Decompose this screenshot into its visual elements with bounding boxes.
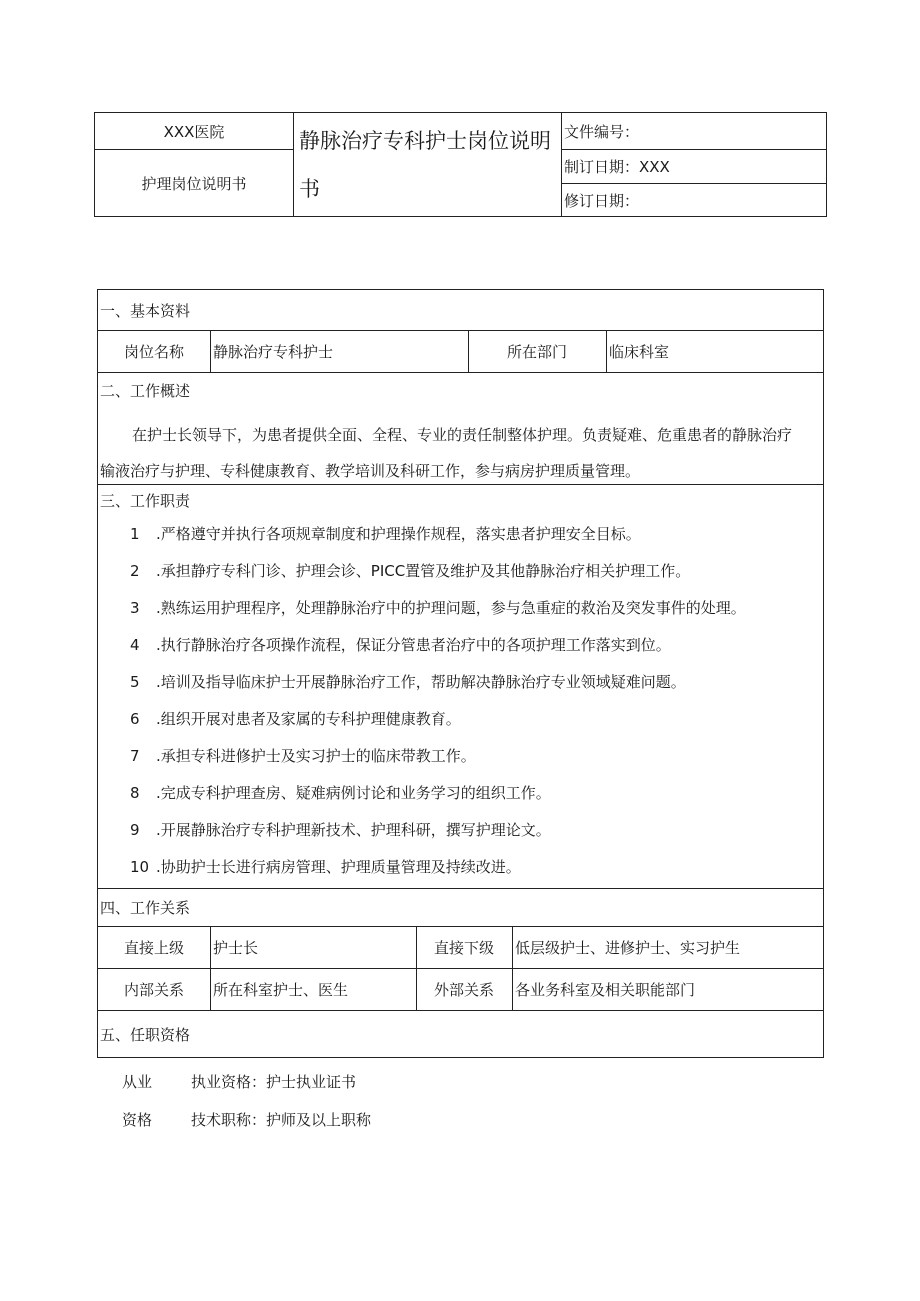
document-title: 静脉治疗专科护士岗位说明书 — [299, 129, 551, 201]
title-requirement: 技术职称：护师及以上职称 — [191, 1111, 372, 1129]
file-number-label: 文件编号： — [564, 122, 640, 141]
hospital-name: XXX医院 — [163, 122, 225, 141]
duty-item: 4 .执行静脉治疗各项操作流程，保证分管患者治疗中的各项护理工作落实到位。 — [130, 636, 671, 654]
external-relations-label: 外部关系 — [433, 980, 494, 999]
internal-relations-label: 内部关系 — [123, 980, 184, 999]
duty-item: 5 .培训及指导临床护士开展静脉治疗工作，帮助解决静脉治疗专业领域疑难问题。 — [130, 673, 686, 691]
revise-date-label: 修订日期： — [564, 191, 640, 210]
section-work-summary: 二、工作概述 — [100, 381, 191, 400]
summary-line-1: 在护士长领导下，为患者提供全面、全程、专业的责任制整体护理。负责疑难、危重患者的静脉治疗 — [132, 426, 793, 444]
job-description-table — [97, 289, 824, 1058]
qualification-left-label-2: 资格 — [122, 1111, 153, 1129]
duty-item: 7 .承担专科进修护士及实习护士的临床带教工作。 — [130, 747, 476, 765]
summary-line-2: 输液治疗与护理、专科健康教育、教学培训及科研工作，参与病房护理质量管理。 — [100, 462, 641, 480]
duty-item: 2 .承担静疗专科门诊、护理会诊、PICC置管及维护及其他静脉治疗相关护理工作。 — [130, 562, 691, 580]
duty-item: 1 .严格遵守并执行各项规章制度和护理操作规程，落实患者护理安全目标。 — [130, 525, 641, 543]
external-relations-value: 各业务科室及相关职能部门 — [515, 980, 696, 999]
direct-superior-label: 直接上级 — [123, 938, 184, 957]
license-requirement: 执业资格：护士执业证书 — [191, 1073, 357, 1091]
section-work-relations: 四、工作关系 — [100, 898, 191, 917]
duty-item: 6 .组织开展对患者及家属的专科护理健康教育。 — [130, 710, 461, 728]
post-name-label: 岗位名称 — [123, 342, 184, 361]
document-type: 护理岗位说明书 — [141, 174, 247, 193]
section-qualifications: 五、任职资格 — [100, 1025, 191, 1044]
section-basic-info: 一、基本资料 — [100, 301, 191, 320]
issue-date-label: 制订日期：XXX — [564, 157, 670, 176]
duty-item: 10 .协助护士长进行病房管理、护理质量管理及持续改进。 — [130, 858, 521, 876]
document-header-table — [94, 112, 827, 217]
duty-item: 3 .熟练运用护理程序，处理静脉治疗中的护理问题，参与急重症的救治及突发事件的处理。 — [130, 599, 746, 617]
internal-relations-value: 所在科室护士、医生 — [213, 980, 349, 999]
section-work-duties: 三、工作职责 — [100, 491, 191, 510]
department-value: 临床科室 — [609, 342, 670, 361]
duty-item: 9 .开展静脉治疗专科护理新技术、护理科研，撰写护理论文。 — [130, 821, 551, 839]
post-name-value: 静脉治疗专科护士 — [213, 342, 334, 361]
direct-superior-value: 护士长 — [213, 938, 259, 957]
qualification-left-label-1: 从业 — [122, 1073, 153, 1091]
department-label: 所在部门 — [506, 342, 567, 361]
direct-subordinate-value: 低层级护士、进修护士、实习护生 — [515, 938, 741, 957]
direct-subordinate-label: 直接下级 — [433, 938, 494, 957]
duty-item: 8 .完成专科护理查房、疑难病例讨论和业务学习的组织工作。 — [130, 784, 551, 802]
